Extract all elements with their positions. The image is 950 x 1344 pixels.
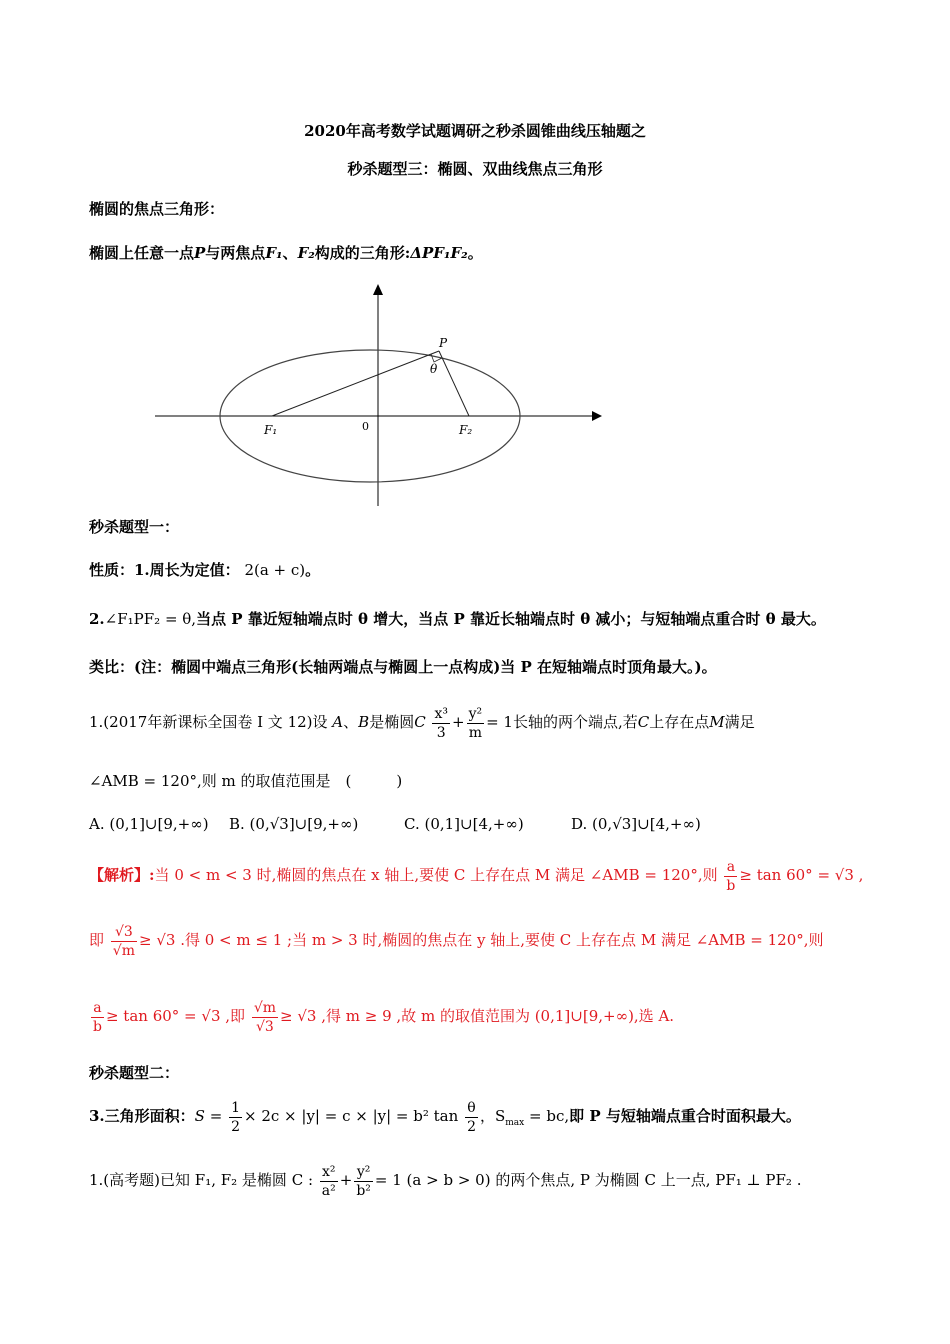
problem-1-statement: 1.(2017年新课标全国卷 I 文 12)设 A、B是椭圆C $\frac{\text{x³}}{3}$ + $\frac{\text{y²}}{m}$ = 1长轴的两个端点,若C上存在点M满足 xyxy=(89,705,755,741)
x-axis-arrow xyxy=(592,411,602,421)
option-b[interactable]: B. (0,√3]∪[9,+∞) xyxy=(229,815,359,833)
intro-line: 椭圆上任意一点P与两焦点F₁、F₂构成的三角形:ΔPF₁F₂。 xyxy=(89,244,483,262)
option-a[interactable]: A. (0,1]∪[9,+∞) xyxy=(89,815,209,833)
analogy-note: 类比：(注：椭圆中端点三角形(长轴两端点与椭圆上一点构成)当 P 在短轴端点时顶角最大。)。 xyxy=(89,658,717,676)
option-d[interactable]: D. (0,√3]∪[4,+∞) xyxy=(571,815,701,833)
ellipse-figure xyxy=(150,280,610,510)
type2-heading: 秒杀题型二： xyxy=(89,1064,180,1082)
y-axis-arrow xyxy=(373,284,383,295)
problem-2-statement: 1.(高考题)已知 F₁, F₂ 是椭圆 C : $\frac{\text{x²}}{\text{a²}}$ + $\frac{\text{y²}}{\text{b²}}$ = 1 (a > b > 0) 的两个焦点, P 为椭圆 C 上一点, PF₁ ⊥ PF₂ . xyxy=(89,1163,802,1199)
property-1: 性质：1.周长为定值： 2(a + c)。 xyxy=(89,561,321,579)
doc-subtitle: 秒杀题型三：椭圆、双曲线焦点三角形 xyxy=(347,160,603,178)
segment-pf1 xyxy=(272,351,439,416)
problem-1-options xyxy=(89,813,890,837)
property-2: 2.∠F₁PF₂ = θ,当点 P 靠近短轴端点时 θ 增大，当点 P 靠近长轴端点时 θ 减小；与短轴端点重合时 θ 最大。 xyxy=(89,610,826,628)
type1-heading: 秒杀题型一： xyxy=(89,518,180,536)
doc-title: 2020年高考数学试题调研之秒杀圆锥曲线压轴题之 xyxy=(304,122,646,140)
solution-line-1: 【解析】:当 0 < m < 3 时,椭圆的焦点在 x 轴上,要使 C 上存在点 M 满足 ∠AMB = 120°,则 $\frac{a}{b}$ ≥ tan 60° = √3 , xyxy=(89,858,864,894)
problem-1-line2: ∠AMB = 120°,则 m 的取值范围是 ( ) xyxy=(89,772,403,790)
label-f2: F₂ xyxy=(459,423,473,437)
label-p: P xyxy=(439,336,448,350)
section-heading: 椭圆的焦点三角形： xyxy=(89,200,225,218)
label-origin: 0 xyxy=(362,420,369,433)
label-f1: F₁ xyxy=(264,423,278,437)
solution-line-3: $\frac{a}{b}$ ≥ tan 60° = √3 ,即 $\frac{√m}{√3}$ ≥ √3 ,得 m ≥ 9 ,故 m 的取值范围为 (0,1]∪[9,+∞),选 A. xyxy=(93,999,675,1035)
solution-line-2: 即 $\frac{√3}{√m}$ ≥ √3 .得 0 < m ≤ 1 ;当 m > 3 时,椭圆的焦点在 y 轴上,要使 C 上存在点 M 满足 ∠AMB = 120°,则 xyxy=(89,923,824,959)
label-theta: θ xyxy=(430,362,438,376)
property-3: 3.三角形面积：S = $\frac{1}{2}$ × 2c × |y| = c × |y| = b² tan $\frac{\theta}{2}$ ，$S_{max}$ = bc,即 P 与短轴端点重合时面积最大。 xyxy=(89,1099,801,1135)
option-c[interactable]: C. (0,1]∪[4,+∞) xyxy=(404,815,524,833)
